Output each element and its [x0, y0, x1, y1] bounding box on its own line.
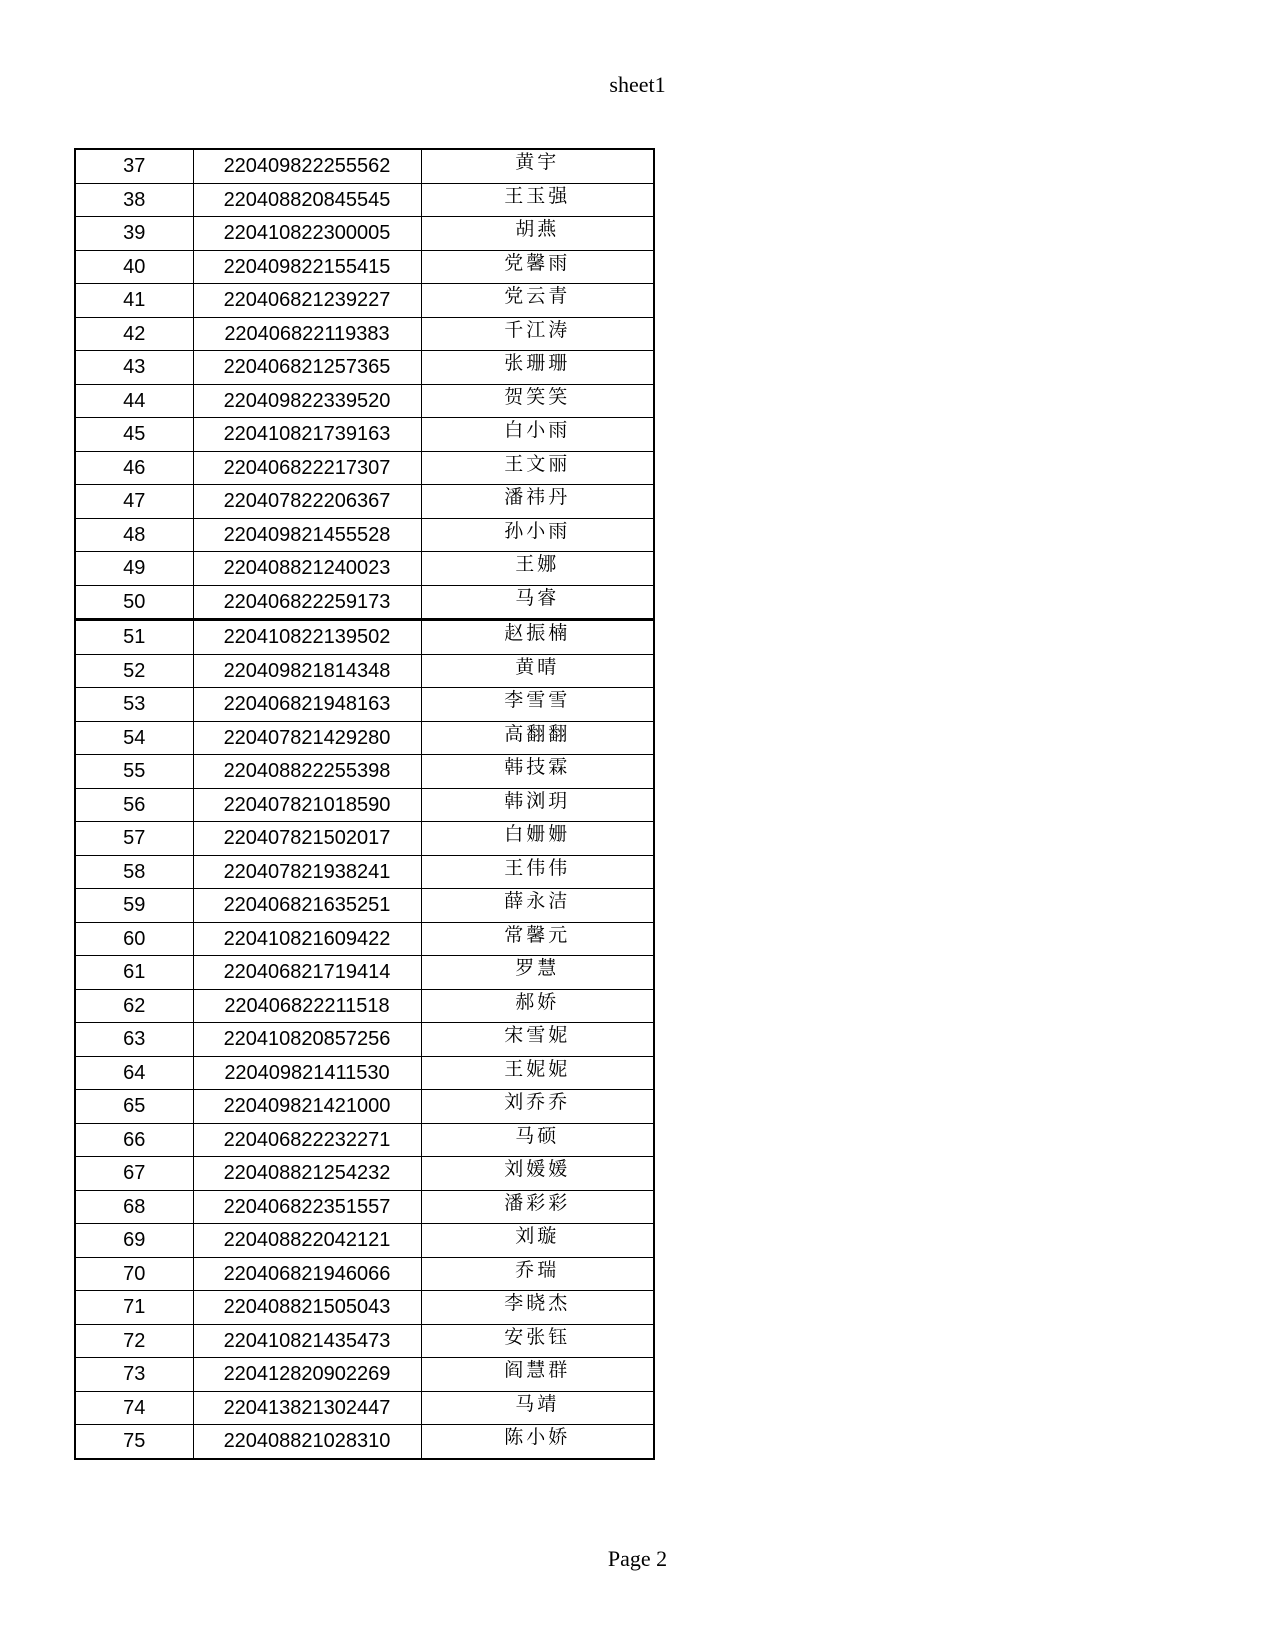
row-id-cell: 220410821435473: [193, 1324, 421, 1358]
row-id-cell: 220412820902269: [193, 1358, 421, 1392]
sheet-title-text: sheet1: [609, 72, 666, 97]
row-name-cell: 刘媛媛: [421, 1157, 654, 1191]
table-row: [75, 1123, 654, 1157]
table-row: [75, 822, 654, 856]
row-number-cell: 67: [75, 1157, 193, 1191]
row-number-cell: 43: [75, 351, 193, 385]
row-id-cell: 220408821254232: [193, 1157, 421, 1191]
sheet-title: [0, 72, 1275, 98]
row-number-cell: 66: [75, 1123, 193, 1157]
row-number-cell: 41: [75, 284, 193, 318]
row-name-cell: 黄宇: [421, 149, 654, 183]
row-id-cell: 220407821938241: [193, 855, 421, 889]
row-number-cell: 53: [75, 688, 193, 722]
row-name-cell: 白小雨: [421, 418, 654, 452]
row-name-cell: 阎慧群: [421, 1358, 654, 1392]
row-id-cell: 220406821257365: [193, 351, 421, 385]
table-row: [75, 989, 654, 1023]
table-row: [75, 620, 654, 655]
row-id-cell: 220406822232271: [193, 1123, 421, 1157]
page-footer: [0, 1546, 1275, 1572]
row-id-cell: 220410821739163: [193, 418, 421, 452]
row-name-cell: 陈小娇: [421, 1425, 654, 1459]
table-row: [75, 1425, 654, 1459]
table-body: [75, 149, 654, 1459]
row-number-cell: 40: [75, 250, 193, 284]
row-name-cell: 党云青: [421, 284, 654, 318]
row-id-cell: 220410820857256: [193, 1023, 421, 1057]
row-id-cell: 220408822255398: [193, 755, 421, 789]
row-name-cell: 马睿: [421, 585, 654, 620]
row-id-cell: 220409821455528: [193, 518, 421, 552]
table-row: [75, 183, 654, 217]
row-id-cell: 220406822217307: [193, 451, 421, 485]
row-number-cell: 65: [75, 1090, 193, 1124]
table-row: [75, 1358, 654, 1392]
row-id-cell: 220408821240023: [193, 552, 421, 586]
row-name-cell: 赵振楠: [421, 620, 654, 655]
row-name-cell: 郝娇: [421, 989, 654, 1023]
table-row: [75, 284, 654, 318]
row-number-cell: 71: [75, 1291, 193, 1325]
row-id-cell: 220409822255562: [193, 149, 421, 183]
row-id-cell: 220406821948163: [193, 688, 421, 722]
table-row: [75, 217, 654, 251]
row-number-cell: 62: [75, 989, 193, 1023]
table-row: [75, 1324, 654, 1358]
row-number-cell: 54: [75, 721, 193, 755]
row-name-cell: 张珊珊: [421, 351, 654, 385]
table-row: [75, 1190, 654, 1224]
row-number-cell: 69: [75, 1224, 193, 1258]
row-name-cell: 刘璇: [421, 1224, 654, 1258]
row-number-cell: 56: [75, 788, 193, 822]
row-id-cell: 220406821946066: [193, 1257, 421, 1291]
row-name-cell: 常馨元: [421, 922, 654, 956]
table-row: [75, 351, 654, 385]
row-id-cell: 220408821505043: [193, 1291, 421, 1325]
table-row: [75, 552, 654, 586]
row-number-cell: 60: [75, 922, 193, 956]
row-id-cell: 220406821239227: [193, 284, 421, 318]
row-id-cell: 220406822119383: [193, 317, 421, 351]
row-number-cell: 59: [75, 889, 193, 923]
table-row: [75, 855, 654, 889]
table-row: [75, 384, 654, 418]
table-row: [75, 1291, 654, 1325]
row-id-cell: 220406822351557: [193, 1190, 421, 1224]
table-row: [75, 688, 654, 722]
table-row: [75, 1391, 654, 1425]
row-id-cell: 220409821411530: [193, 1056, 421, 1090]
row-name-cell: 李晓杰: [421, 1291, 654, 1325]
row-name-cell: 贺笑笑: [421, 384, 654, 418]
row-number-cell: 44: [75, 384, 193, 418]
table-row: [75, 585, 654, 620]
row-id-cell: 220406821719414: [193, 956, 421, 990]
row-id-cell: 220407822206367: [193, 485, 421, 519]
table-row: [75, 788, 654, 822]
row-id-cell: 220407821502017: [193, 822, 421, 856]
row-id-cell: 220409821814348: [193, 654, 421, 688]
row-name-cell: 韩技霖: [421, 755, 654, 789]
table-row: [75, 485, 654, 519]
row-id-cell: 220408820845545: [193, 183, 421, 217]
row-number-cell: 39: [75, 217, 193, 251]
row-id-cell: 220409822155415: [193, 250, 421, 284]
table-row: [75, 1090, 654, 1124]
row-number-cell: 61: [75, 956, 193, 990]
row-name-cell: 李雪雪: [421, 688, 654, 722]
row-name-cell: 宋雪妮: [421, 1023, 654, 1057]
row-name-cell: 刘乔乔: [421, 1090, 654, 1124]
table-row: [75, 654, 654, 688]
row-number-cell: 72: [75, 1324, 193, 1358]
table-row: [75, 250, 654, 284]
row-id-cell: 220410821609422: [193, 922, 421, 956]
row-number-cell: 37: [75, 149, 193, 183]
row-id-cell: 220407821018590: [193, 788, 421, 822]
table-row: [75, 1224, 654, 1258]
row-number-cell: 49: [75, 552, 193, 586]
row-name-cell: 王妮妮: [421, 1056, 654, 1090]
row-number-cell: 45: [75, 418, 193, 452]
row-name-cell: 千江涛: [421, 317, 654, 351]
row-number-cell: 74: [75, 1391, 193, 1425]
table-row: [75, 721, 654, 755]
row-number-cell: 64: [75, 1056, 193, 1090]
row-name-cell: 薛永洁: [421, 889, 654, 923]
page-number: Page 2: [607, 1546, 668, 1571]
row-number-cell: 51: [75, 620, 193, 655]
table-row: [75, 451, 654, 485]
row-id-cell: 220407821429280: [193, 721, 421, 755]
row-id-cell: 220408822042121: [193, 1224, 421, 1258]
table-row: [75, 1023, 654, 1057]
row-name-cell: 王玉强: [421, 183, 654, 217]
row-number-cell: 42: [75, 317, 193, 351]
row-name-cell: 潘彩彩: [421, 1190, 654, 1224]
table-row: [75, 755, 654, 789]
row-number-cell: 48: [75, 518, 193, 552]
table-row: [75, 1056, 654, 1090]
row-name-cell: 高翻翻: [421, 721, 654, 755]
row-name-cell: 韩浏玥: [421, 788, 654, 822]
table-row: [75, 518, 654, 552]
row-number-cell: 55: [75, 755, 193, 789]
row-name-cell: 王伟伟: [421, 855, 654, 889]
row-number-cell: 58: [75, 855, 193, 889]
data-table: [74, 148, 655, 1460]
table-row: [75, 922, 654, 956]
row-name-cell: 王文丽: [421, 451, 654, 485]
table-row: [75, 317, 654, 351]
row-name-cell: 党馨雨: [421, 250, 654, 284]
row-number-cell: 63: [75, 1023, 193, 1057]
row-number-cell: 75: [75, 1425, 193, 1459]
row-number-cell: 38: [75, 183, 193, 217]
row-name-cell: 胡燕: [421, 217, 654, 251]
row-number-cell: 73: [75, 1358, 193, 1392]
table-row: [75, 1157, 654, 1191]
row-name-cell: 罗慧: [421, 956, 654, 990]
row-name-cell: 乔瑞: [421, 1257, 654, 1291]
row-number-cell: 52: [75, 654, 193, 688]
row-id-cell: 220409821421000: [193, 1090, 421, 1124]
row-id-cell: 220409822339520: [193, 384, 421, 418]
row-name-cell: 安张钰: [421, 1324, 654, 1358]
row-name-cell: 潘祎丹: [421, 485, 654, 519]
row-number-cell: 70: [75, 1257, 193, 1291]
row-number-cell: 46: [75, 451, 193, 485]
row-id-cell: 220406822211518: [193, 989, 421, 1023]
row-id-cell: 220406822259173: [193, 585, 421, 620]
row-number-cell: 57: [75, 822, 193, 856]
table-row: [75, 889, 654, 923]
row-name-cell: 马靖: [421, 1391, 654, 1425]
row-id-cell: 220413821302447: [193, 1391, 421, 1425]
row-name-cell: 王娜: [421, 552, 654, 586]
row-id-cell: 220406821635251: [193, 889, 421, 923]
row-name-cell: 马硕: [421, 1123, 654, 1157]
row-number-cell: 47: [75, 485, 193, 519]
row-name-cell: 黄晴: [421, 654, 654, 688]
row-name-cell: 白姗姗: [421, 822, 654, 856]
row-number-cell: 50: [75, 585, 193, 620]
row-id-cell: 220410822300005: [193, 217, 421, 251]
row-id-cell: 220408821028310: [193, 1425, 421, 1459]
row-name-cell: 孙小雨: [421, 518, 654, 552]
table-row: [75, 149, 654, 183]
table-row: [75, 956, 654, 990]
table-row: [75, 418, 654, 452]
row-number-cell: 68: [75, 1190, 193, 1224]
row-id-cell: 220410822139502: [193, 620, 421, 655]
table-row: [75, 1257, 654, 1291]
